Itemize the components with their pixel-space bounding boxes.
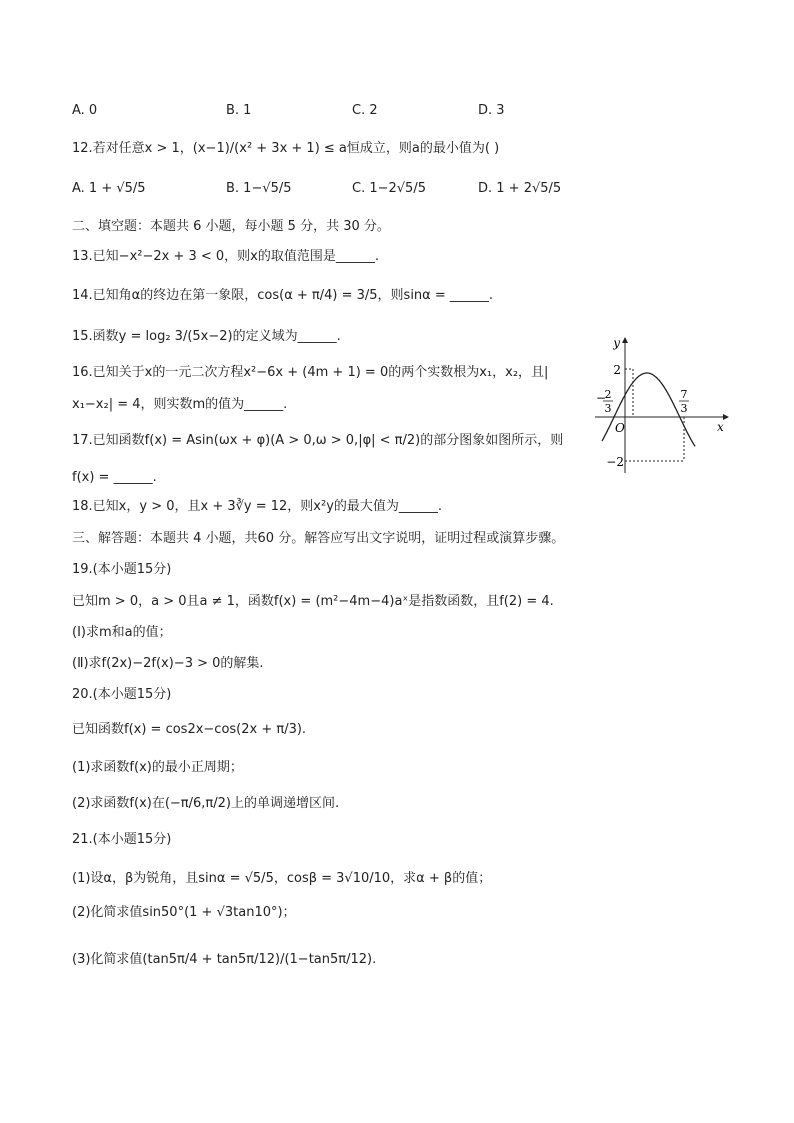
- q20-part2: (2)求函数f(x)在(−π/6,π/2)上的单调递增区间.: [72, 796, 340, 811]
- right-tick-numerator: 7: [680, 388, 688, 401]
- section2-heading: 二、填空题：本题共 6 小题，每小题 5 分，共 30 分。: [72, 219, 390, 234]
- q17-line2: f(x) = ______.: [72, 470, 157, 485]
- q21-part1: (1)设α，β为锐角，且sinα = √5/5，cosβ = 3√10/10，求α + β的值；: [72, 871, 492, 886]
- section3-heading: 三、解答题：本题共 4 小题，共60 分。解答应写出文字说明，证明过程或演算步骤。: [72, 531, 565, 546]
- q19-part1: (Ⅰ)求m和a的值；: [72, 625, 172, 640]
- left-tick-denominator: 3: [604, 402, 612, 415]
- q12-stem: 12.若对任意x > 1，(x−1)/(x² + 3x + 1) ≤ a恒成立，则a的最小值为( ): [72, 141, 500, 156]
- sine-graph-figure: [595, 335, 730, 475]
- q21-part2: (2)化简求值sin50°(1 + √3tan10°)；: [72, 905, 296, 920]
- q20-part1: (1)求函数f(x)的最小正周期；: [72, 760, 243, 775]
- q12-option-b: B. 1−√5/5: [226, 181, 292, 196]
- right-tick-denominator: 3: [680, 402, 688, 415]
- q11-option-a: A. 0: [72, 103, 98, 118]
- q14: 14.已知角α的终边在第一象限，cos(α + π/4) = 3/5，则sinα = ______.: [72, 288, 494, 303]
- q20-stem: 已知函数f(x) = cos2x−cos(2x + π/3).: [72, 722, 307, 737]
- q19-stem: 已知m > 0，a > 0且a ≠ 1，函数f(x) = (m²−4m−4)aˣ是指数函数，且f(2) = 4.: [72, 594, 554, 609]
- q12-option-a: A. 1 + √5/5: [72, 181, 146, 196]
- q21-part3: (3)化简求值(tan5π/4 + tan5π/12)/(1−tan5π/12).: [72, 952, 377, 967]
- q11-option-d: D. 3: [478, 103, 505, 118]
- y-axis-label: y: [613, 336, 620, 350]
- q21-title: 21.(本小题15分): [72, 832, 172, 847]
- x-axis-arrow: [723, 414, 729, 420]
- q20-title: 20.(本小题15分): [72, 687, 172, 702]
- x-axis-label: x: [717, 420, 724, 434]
- q18: 18.已知x，y > 0，且x + 3∛y = 12，则x²y的最大值为______.: [72, 499, 443, 514]
- q15: 15.函数y = log₂ 3/(5x−2)的定义域为______.: [72, 329, 341, 344]
- y-axis-arrow: [622, 337, 628, 343]
- max-value-label: 2: [613, 363, 621, 377]
- q13: 13.已知−x²−2x + 3 < 0，则x的取值范围是______.: [72, 249, 380, 264]
- origin-label: O: [615, 421, 625, 435]
- q11-option-b: B. 1: [226, 103, 252, 118]
- q19-part2: (Ⅱ)求f(2x)−2f(x)−3 > 0的解集.: [72, 656, 264, 671]
- q12-option-d: D. 1 + 2√5/5: [478, 181, 562, 196]
- q19-title: 19.(本小题15分): [72, 562, 172, 577]
- q11-option-c: C. 2: [352, 103, 378, 118]
- left-tick-sign: −: [596, 391, 607, 405]
- q16-line1: 16.已知关于x的一元二次方程x²−6x + (4m + 1) = 0的两个实数根为x₁，x₂，且|: [72, 365, 549, 380]
- min-value-label: −2: [606, 455, 624, 469]
- left-tick-numerator: 2: [604, 388, 612, 401]
- q12-option-c: C. 1−2√5/5: [352, 181, 426, 196]
- q16-line2: x₁−x₂| = 4，则实数m的值为______.: [72, 397, 288, 412]
- q17-line1: 17.已知函数f(x) = Asin(ωx + φ)(A > 0,ω > 0,|φ| < π/2)的部分图象如图所示，则: [72, 433, 564, 448]
